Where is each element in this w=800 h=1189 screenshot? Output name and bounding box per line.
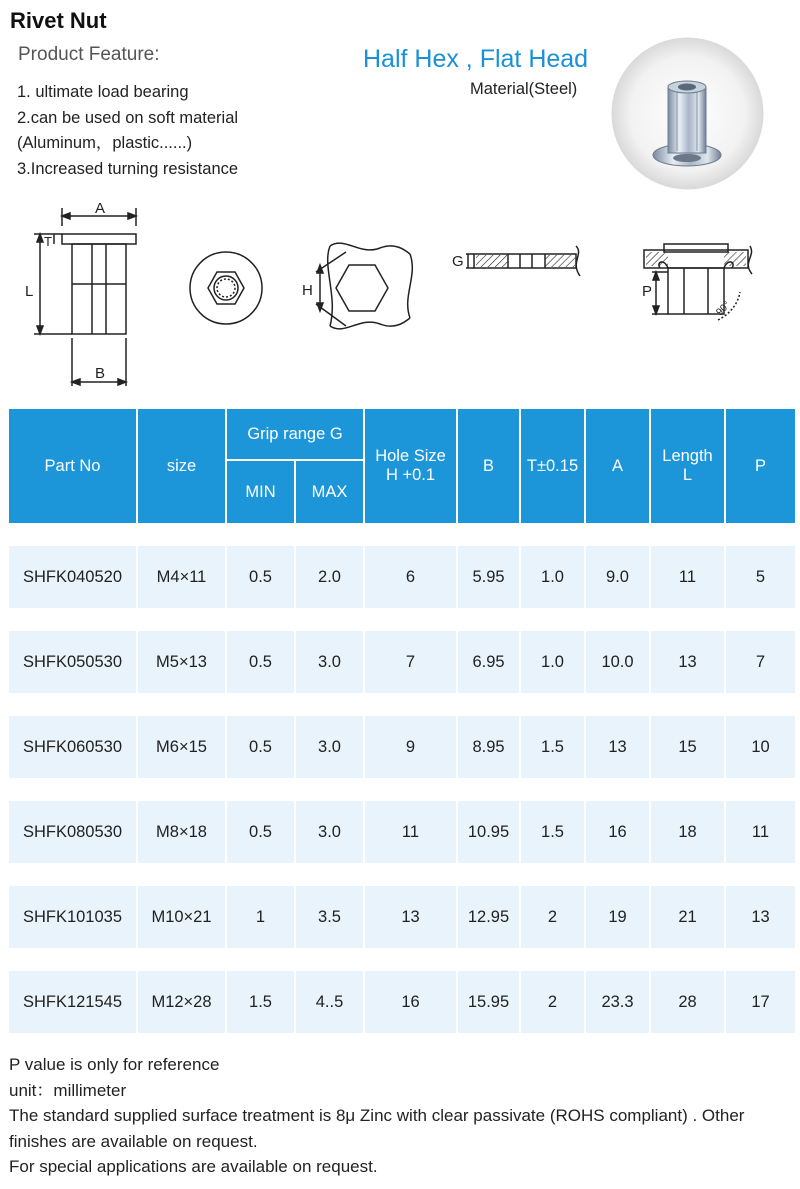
table-row bbox=[9, 716, 795, 778]
cell-b: 12.95 bbox=[458, 886, 519, 948]
table-row bbox=[9, 886, 795, 948]
cell-grip-max: 3.0 bbox=[296, 631, 363, 693]
dim-label-p: P bbox=[642, 283, 653, 300]
cell-size: M10×21 bbox=[138, 886, 225, 948]
cell-p: 7 bbox=[726, 631, 795, 693]
cell-size: M8×18 bbox=[138, 801, 225, 863]
table-row bbox=[9, 546, 795, 608]
cell-length: 13 bbox=[651, 631, 724, 693]
cell-grip-max: 3.5 bbox=[296, 886, 363, 948]
hex-hole-drawing bbox=[316, 243, 412, 329]
note-item: The standard supplied surface treatment is 8μ Zinc with clear passivate (ROHS compliant) . Other finishes are available on request. bbox=[9, 1106, 745, 1151]
cell-grip-max: 3.0 bbox=[296, 801, 363, 863]
installed-section-drawing bbox=[644, 244, 752, 320]
cell-size: M12×28 bbox=[138, 971, 225, 1033]
dim-label-b: B bbox=[95, 365, 106, 382]
cell-grip-min: 0.5 bbox=[227, 546, 294, 608]
cell-part-no: SHFK080530 bbox=[9, 801, 136, 863]
cell-hole-size: 11 bbox=[365, 801, 456, 863]
cell-grip-max: 2.0 bbox=[296, 546, 363, 608]
header-a: A bbox=[586, 409, 649, 523]
header-grip-range: Grip range G bbox=[227, 409, 363, 459]
cell-size: M6×15 bbox=[138, 716, 225, 778]
row-spacer bbox=[9, 948, 795, 971]
header-max: MAX bbox=[296, 459, 363, 523]
product-feature-heading: Product Feature: bbox=[18, 44, 160, 65]
header-part-no: Part No bbox=[9, 409, 136, 523]
feature-item: (Aluminum，plastic......) bbox=[17, 134, 193, 152]
product-variant-title: Half Hex , Flat Head bbox=[363, 45, 589, 73]
cell-grip-max: 3.0 bbox=[296, 716, 363, 778]
technical-drawings bbox=[0, 196, 800, 396]
cell-p: 10 bbox=[726, 716, 795, 778]
header-t: T±0.15 bbox=[521, 409, 584, 523]
top-view-drawing bbox=[190, 252, 262, 324]
cell-p: 17 bbox=[726, 971, 795, 1033]
cell-length: 15 bbox=[651, 716, 724, 778]
cell-a: 16 bbox=[586, 801, 649, 863]
cell-length: 11 bbox=[651, 546, 724, 608]
cell-grip-min: 0.5 bbox=[227, 716, 294, 778]
cell-hole-size: 7 bbox=[365, 631, 456, 693]
header-length-label: Length bbox=[662, 447, 713, 465]
table-row bbox=[9, 801, 795, 863]
feature-item: 1. ultimate load bearing bbox=[17, 83, 189, 101]
cell-length: 21 bbox=[651, 886, 724, 948]
table-row bbox=[9, 631, 795, 693]
cell-part-no: SHFK121545 bbox=[9, 971, 136, 1033]
note-item: P value is only for reference bbox=[9, 1055, 220, 1074]
cell-p: 11 bbox=[726, 801, 795, 863]
cell-t: 1.0 bbox=[521, 546, 584, 608]
cell-size: M4×11 bbox=[138, 546, 225, 608]
cell-b: 15.95 bbox=[458, 971, 519, 1033]
cell-t: 1.5 bbox=[521, 801, 584, 863]
cell-part-no: SHFK050530 bbox=[9, 631, 136, 693]
cell-grip-min: 1 bbox=[227, 886, 294, 948]
cell-size: M5×13 bbox=[138, 631, 225, 693]
header-p: P bbox=[726, 409, 795, 523]
cell-hole-size: 6 bbox=[365, 546, 456, 608]
rivet-nut-photo bbox=[611, 37, 764, 190]
table-row bbox=[9, 971, 795, 1033]
header-length bbox=[651, 409, 724, 523]
cell-p: 5 bbox=[726, 546, 795, 608]
header-size: size bbox=[138, 409, 225, 523]
cell-a: 13 bbox=[586, 716, 649, 778]
cell-t: 2 bbox=[521, 886, 584, 948]
note-item: For special applications are available on request. bbox=[9, 1157, 378, 1176]
dim-label-l: L bbox=[25, 283, 34, 300]
cell-hole-size: 16 bbox=[365, 971, 456, 1033]
cell-length: 18 bbox=[651, 801, 724, 863]
dim-label-a: A bbox=[95, 200, 106, 217]
grip-section-drawing bbox=[466, 246, 580, 276]
row-spacer bbox=[9, 523, 795, 546]
row-spacer bbox=[9, 608, 795, 631]
cell-b: 6.95 bbox=[458, 631, 519, 693]
cell-part-no: SHFK101035 bbox=[9, 886, 136, 948]
cell-t: 2 bbox=[521, 971, 584, 1033]
header-hole-size-label: Hole Size bbox=[375, 447, 446, 465]
cell-part-no: SHFK060530 bbox=[9, 716, 136, 778]
specification-table bbox=[7, 409, 797, 1033]
material-label: Material(Steel) bbox=[470, 80, 578, 98]
dim-label-h: H bbox=[302, 282, 313, 299]
feature-item: 3.Increased turning resistance bbox=[17, 159, 239, 178]
page-title: Rivet Nut bbox=[10, 8, 107, 33]
cell-grip-min: 0.5 bbox=[227, 631, 294, 693]
cell-a: 23.3 bbox=[586, 971, 649, 1033]
cell-b: 5.95 bbox=[458, 546, 519, 608]
dim-label-angle: 90° bbox=[714, 299, 733, 319]
note-item: unit：millimeter bbox=[9, 1080, 127, 1100]
dim-label-t: T bbox=[44, 234, 52, 249]
cell-grip-min: 1.5 bbox=[227, 971, 294, 1033]
cell-length: 28 bbox=[651, 971, 724, 1033]
cell-b: 10.95 bbox=[458, 801, 519, 863]
dim-label-g: G bbox=[452, 253, 464, 270]
cell-part-no: SHFK040520 bbox=[9, 546, 136, 608]
header-min: MIN bbox=[227, 459, 294, 523]
cell-t: 1.0 bbox=[521, 631, 584, 693]
cell-b: 8.95 bbox=[458, 716, 519, 778]
header-hole-size bbox=[365, 409, 456, 523]
cell-grip-max: 4..5 bbox=[296, 971, 363, 1033]
feature-item: 2.can be used on soft material bbox=[17, 108, 239, 127]
cell-hole-size: 13 bbox=[365, 886, 456, 948]
cell-t: 1.5 bbox=[521, 716, 584, 778]
header-length-symbol: L bbox=[682, 466, 693, 484]
notes bbox=[9, 1052, 789, 1180]
cell-a: 10.0 bbox=[586, 631, 649, 693]
feature-list bbox=[17, 80, 238, 182]
header-b: B bbox=[458, 409, 519, 523]
cell-p: 13 bbox=[726, 886, 795, 948]
row-spacer bbox=[9, 863, 795, 886]
cell-a: 19 bbox=[586, 886, 649, 948]
header-hole-size-tolerance: H +0.1 bbox=[385, 466, 436, 484]
row-spacer bbox=[9, 778, 795, 801]
row-spacer bbox=[9, 693, 795, 716]
cell-grip-min: 0.5 bbox=[227, 801, 294, 863]
cell-hole-size: 9 bbox=[365, 716, 456, 778]
cell-a: 9.0 bbox=[586, 546, 649, 608]
